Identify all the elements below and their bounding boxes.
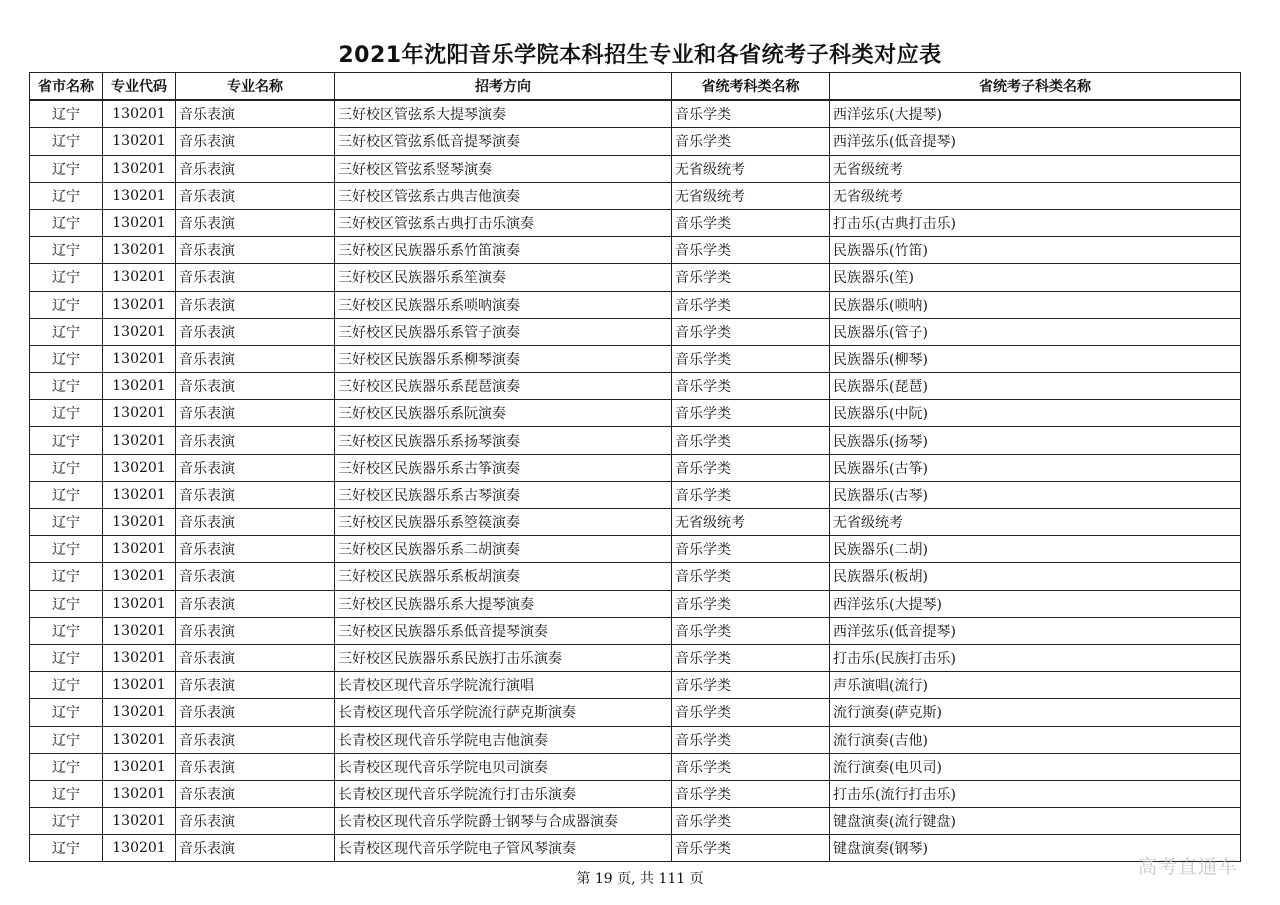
major-name-cell: 音乐表演 <box>176 808 335 835</box>
province-cell: 辽宁 <box>30 644 103 671</box>
province-cell: 辽宁 <box>30 128 103 155</box>
major-name-cell: 音乐表演 <box>176 672 335 699</box>
direction-cell: 三好校区管弦系古典吉他演奏 <box>335 182 672 209</box>
header-direction: 招考方向 <box>335 73 672 101</box>
exam-category-cell: 音乐学类 <box>672 536 830 563</box>
direction-cell: 三好校区管弦系古典打击乐演奏 <box>335 209 672 236</box>
table-row <box>30 209 1241 236</box>
major-code-cell: 130201 <box>103 563 176 590</box>
major-code-cell: 130201 <box>103 808 176 835</box>
exam-subcategory-cell: 打击乐(民族打击乐) <box>830 644 1241 671</box>
exam-category-cell: 音乐学类 <box>672 128 830 155</box>
table-row <box>30 808 1241 835</box>
exam-subcategory-cell: 键盘演奏(流行键盘) <box>830 808 1241 835</box>
exam-category-cell: 音乐学类 <box>672 590 830 617</box>
province-cell: 辽宁 <box>30 509 103 536</box>
direction-cell: 三好校区管弦系低音提琴演奏 <box>335 128 672 155</box>
exam-category-cell: 无省级统考 <box>672 182 830 209</box>
province-cell: 辽宁 <box>30 427 103 454</box>
table-row <box>30 291 1241 318</box>
major-code-cell: 130201 <box>103 536 176 563</box>
province-cell: 辽宁 <box>30 617 103 644</box>
exam-category-cell: 音乐学类 <box>672 753 830 780</box>
direction-cell: 三好校区民族器乐系大提琴演奏 <box>335 590 672 617</box>
exam-category-cell: 音乐学类 <box>672 699 830 726</box>
exam-subcategory-cell: 西洋弦乐(大提琴) <box>830 590 1241 617</box>
major-name-cell: 音乐表演 <box>176 345 335 372</box>
major-code-cell: 130201 <box>103 590 176 617</box>
table-row <box>30 563 1241 590</box>
exam-category-cell: 音乐学类 <box>672 563 830 590</box>
table-row <box>30 672 1241 699</box>
major-code-cell: 130201 <box>103 128 176 155</box>
header-exam-subcategory: 省统考子科类名称 <box>830 73 1241 101</box>
header-major-code: 专业代码 <box>103 73 176 101</box>
major-code-cell: 130201 <box>103 182 176 209</box>
province-cell: 辽宁 <box>30 454 103 481</box>
direction-cell: 三好校区民族器乐系管子演奏 <box>335 318 672 345</box>
direction-cell: 长青校区现代音乐学院电贝司演奏 <box>335 753 672 780</box>
table-row <box>30 100 1241 128</box>
major-name-cell: 音乐表演 <box>176 699 335 726</box>
table-row <box>30 617 1241 644</box>
direction-cell: 三好校区民族器乐系古琴演奏 <box>335 481 672 508</box>
major-name-cell: 音乐表演 <box>176 237 335 264</box>
province-cell: 辽宁 <box>30 291 103 318</box>
direction-cell: 三好校区民族器乐系柳琴演奏 <box>335 345 672 372</box>
exam-category-cell: 音乐学类 <box>672 345 830 372</box>
major-code-cell: 130201 <box>103 373 176 400</box>
major-code-cell: 130201 <box>103 291 176 318</box>
exam-subcategory-cell: 民族器乐(板胡) <box>830 563 1241 590</box>
province-cell: 辽宁 <box>30 699 103 726</box>
exam-category-cell: 音乐学类 <box>672 808 830 835</box>
exam-category-cell: 音乐学类 <box>672 318 830 345</box>
province-cell: 辽宁 <box>30 753 103 780</box>
major-name-cell: 音乐表演 <box>176 264 335 291</box>
exam-category-cell: 音乐学类 <box>672 780 830 807</box>
direction-cell: 长青校区现代音乐学院爵士钢琴与合成器演奏 <box>335 808 672 835</box>
exam-subcategory-cell: 流行演奏(萨克斯) <box>830 699 1241 726</box>
major-code-cell: 130201 <box>103 209 176 236</box>
table-row <box>30 644 1241 671</box>
province-cell: 辽宁 <box>30 155 103 182</box>
major-code-cell: 130201 <box>103 345 176 372</box>
major-code-cell: 130201 <box>103 726 176 753</box>
table-row <box>30 509 1241 536</box>
direction-cell: 三好校区民族器乐系板胡演奏 <box>335 563 672 590</box>
table-row <box>30 373 1241 400</box>
exam-category-cell: 音乐学类 <box>672 264 830 291</box>
exam-subcategory-cell: 民族器乐(古琴) <box>830 481 1241 508</box>
major-name-cell: 音乐表演 <box>176 481 335 508</box>
major-name-cell: 音乐表演 <box>176 182 335 209</box>
major-name-cell: 音乐表演 <box>176 427 335 454</box>
direction-cell: 长青校区现代音乐学院流行萨克斯演奏 <box>335 699 672 726</box>
exam-category-cell: 音乐学类 <box>672 373 830 400</box>
table-header-row <box>30 73 1241 101</box>
page-title: 2021年沈阳音乐学院本科招生专业和各省统考子科类对应表 <box>338 43 942 68</box>
major-name-cell: 音乐表演 <box>176 291 335 318</box>
direction-cell: 三好校区民族器乐系二胡演奏 <box>335 536 672 563</box>
table-row <box>30 182 1241 209</box>
major-name-cell: 音乐表演 <box>176 726 335 753</box>
major-name-cell: 音乐表演 <box>176 128 335 155</box>
major-name-cell: 音乐表演 <box>176 617 335 644</box>
major-name-cell: 音乐表演 <box>176 536 335 563</box>
direction-cell: 长青校区现代音乐学院流行演唱 <box>335 672 672 699</box>
table-row <box>30 699 1241 726</box>
major-code-cell: 130201 <box>103 672 176 699</box>
major-code-cell: 130201 <box>103 780 176 807</box>
major-name-cell: 音乐表演 <box>176 454 335 481</box>
direction-cell: 三好校区民族器乐系古筝演奏 <box>335 454 672 481</box>
major-code-cell: 130201 <box>103 644 176 671</box>
major-name-cell: 音乐表演 <box>176 100 335 128</box>
exam-category-cell: 音乐学类 <box>672 835 830 862</box>
major-code-cell: 130201 <box>103 427 176 454</box>
table-row <box>30 155 1241 182</box>
table-row <box>30 726 1241 753</box>
direction-cell: 三好校区民族器乐系笙演奏 <box>335 264 672 291</box>
exam-category-cell: 音乐学类 <box>672 427 830 454</box>
table-row <box>30 427 1241 454</box>
major-name-cell: 音乐表演 <box>176 155 335 182</box>
table-row <box>30 318 1241 345</box>
direction-cell: 长青校区现代音乐学院电子管风琴演奏 <box>335 835 672 862</box>
province-cell: 辽宁 <box>30 563 103 590</box>
major-code-cell: 130201 <box>103 237 176 264</box>
table-body <box>30 100 1241 862</box>
province-cell: 辽宁 <box>30 536 103 563</box>
province-cell: 辽宁 <box>30 481 103 508</box>
direction-cell: 三好校区民族器乐系扬琴演奏 <box>335 427 672 454</box>
exam-subcategory-cell: 流行演奏(电贝司) <box>830 753 1241 780</box>
major-code-cell: 130201 <box>103 454 176 481</box>
province-cell: 辽宁 <box>30 780 103 807</box>
exam-category-cell: 音乐学类 <box>672 726 830 753</box>
exam-subcategory-cell: 民族器乐(管子) <box>830 318 1241 345</box>
exam-subcategory-cell: 民族器乐(二胡) <box>830 536 1241 563</box>
header-province: 省市名称 <box>30 73 103 101</box>
table-row <box>30 237 1241 264</box>
province-cell: 辽宁 <box>30 590 103 617</box>
major-name-cell: 音乐表演 <box>176 318 335 345</box>
exam-category-cell: 音乐学类 <box>672 454 830 481</box>
province-cell: 辽宁 <box>30 345 103 372</box>
exam-subcategory-cell: 民族器乐(扬琴) <box>830 427 1241 454</box>
province-cell: 辽宁 <box>30 182 103 209</box>
exam-category-cell: 无省级统考 <box>672 509 830 536</box>
exam-category-cell: 音乐学类 <box>672 644 830 671</box>
header-exam-category: 省统考科类名称 <box>672 73 830 101</box>
major-name-cell: 音乐表演 <box>176 563 335 590</box>
major-code-cell: 130201 <box>103 264 176 291</box>
major-name-cell: 音乐表演 <box>176 209 335 236</box>
major-code-cell: 130201 <box>103 481 176 508</box>
exam-subcategory-cell: 民族器乐(笙) <box>830 264 1241 291</box>
direction-cell: 三好校区民族器乐系琵琶演奏 <box>335 373 672 400</box>
exam-subcategory-cell: 民族器乐(柳琴) <box>830 345 1241 372</box>
direction-cell: 三好校区民族器乐系民族打击乐演奏 <box>335 644 672 671</box>
table-row <box>30 780 1241 807</box>
major-code-cell: 130201 <box>103 318 176 345</box>
table-row <box>30 590 1241 617</box>
major-code-cell: 130201 <box>103 699 176 726</box>
major-code-cell: 130201 <box>103 400 176 427</box>
table-row <box>30 454 1241 481</box>
province-cell: 辽宁 <box>30 100 103 128</box>
major-code-cell: 130201 <box>103 155 176 182</box>
exam-category-cell: 音乐学类 <box>672 291 830 318</box>
header-major-name: 专业名称 <box>176 73 335 101</box>
major-code-cell: 130201 <box>103 617 176 644</box>
major-code-cell: 130201 <box>103 753 176 780</box>
exam-subcategory-cell: 西洋弦乐(低音提琴) <box>830 617 1241 644</box>
direction-cell: 三好校区管弦系竖琴演奏 <box>335 155 672 182</box>
province-cell: 辽宁 <box>30 726 103 753</box>
exam-subcategory-cell: 民族器乐(中阮) <box>830 400 1241 427</box>
exam-subcategory-cell: 民族器乐(唢呐) <box>830 291 1241 318</box>
major-name-cell: 音乐表演 <box>176 753 335 780</box>
major-name-cell: 音乐表演 <box>176 835 335 862</box>
major-name-cell: 音乐表演 <box>176 780 335 807</box>
province-cell: 辽宁 <box>30 237 103 264</box>
table-row <box>30 264 1241 291</box>
table-row <box>30 345 1241 372</box>
exam-subcategory-cell: 声乐演唱(流行) <box>830 672 1241 699</box>
table-row <box>30 128 1241 155</box>
exam-subcategory-cell: 无省级统考 <box>830 509 1241 536</box>
major-name-cell: 音乐表演 <box>176 590 335 617</box>
direction-cell: 长青校区现代音乐学院流行打击乐演奏 <box>335 780 672 807</box>
exam-category-cell: 无省级统考 <box>672 155 830 182</box>
exam-subcategory-cell: 西洋弦乐(大提琴) <box>830 100 1241 128</box>
major-code-cell: 130201 <box>103 100 176 128</box>
table-row <box>30 400 1241 427</box>
exam-category-cell: 音乐学类 <box>672 400 830 427</box>
direction-cell: 长青校区现代音乐学院电吉他演奏 <box>335 726 672 753</box>
exam-category-cell: 音乐学类 <box>672 672 830 699</box>
province-cell: 辽宁 <box>30 209 103 236</box>
major-name-cell: 音乐表演 <box>176 400 335 427</box>
exam-subcategory-cell: 无省级统考 <box>830 182 1241 209</box>
direction-cell: 三好校区民族器乐系唢呐演奏 <box>335 291 672 318</box>
table-row <box>30 481 1241 508</box>
mapping-table <box>29 72 1241 862</box>
direction-cell: 三好校区民族器乐系竹笛演奏 <box>335 237 672 264</box>
province-cell: 辽宁 <box>30 318 103 345</box>
exam-subcategory-cell: 民族器乐(琵琶) <box>830 373 1241 400</box>
major-name-cell: 音乐表演 <box>176 509 335 536</box>
exam-subcategory-cell: 打击乐(流行打击乐) <box>830 780 1241 807</box>
major-code-cell: 130201 <box>103 835 176 862</box>
table-row <box>30 753 1241 780</box>
table-row <box>30 835 1241 862</box>
table-row <box>30 536 1241 563</box>
exam-category-cell: 音乐学类 <box>672 237 830 264</box>
province-cell: 辽宁 <box>30 835 103 862</box>
direction-cell: 三好校区民族器乐系阮演奏 <box>335 400 672 427</box>
direction-cell: 三好校区管弦系大提琴演奏 <box>335 100 672 128</box>
province-cell: 辽宁 <box>30 264 103 291</box>
province-cell: 辽宁 <box>30 672 103 699</box>
major-name-cell: 音乐表演 <box>176 644 335 671</box>
watermark-text: 高考直通车 <box>1138 856 1239 878</box>
direction-cell: 三好校区民族器乐系低音提琴演奏 <box>335 617 672 644</box>
exam-subcategory-cell: 无省级统考 <box>830 155 1241 182</box>
exam-category-cell: 音乐学类 <box>672 209 830 236</box>
major-code-cell: 130201 <box>103 509 176 536</box>
exam-subcategory-cell: 民族器乐(竹笛) <box>830 237 1241 264</box>
exam-subcategory-cell: 打击乐(古典打击乐) <box>830 209 1241 236</box>
exam-subcategory-cell: 流行演奏(吉他) <box>830 726 1241 753</box>
major-name-cell: 音乐表演 <box>176 373 335 400</box>
province-cell: 辽宁 <box>30 808 103 835</box>
exam-subcategory-cell: 民族器乐(古筝) <box>830 454 1241 481</box>
direction-cell: 三好校区民族器乐系箜篌演奏 <box>335 509 672 536</box>
exam-category-cell: 音乐学类 <box>672 617 830 644</box>
page-number: 第 19 页, 共 111 页 <box>576 871 704 887</box>
exam-category-cell: 音乐学类 <box>672 100 830 128</box>
exam-subcategory-cell: 键盘演奏(钢琴) <box>830 835 1241 862</box>
province-cell: 辽宁 <box>30 373 103 400</box>
exam-subcategory-cell: 西洋弦乐(低音提琴) <box>830 128 1241 155</box>
exam-category-cell: 音乐学类 <box>672 481 830 508</box>
province-cell: 辽宁 <box>30 400 103 427</box>
